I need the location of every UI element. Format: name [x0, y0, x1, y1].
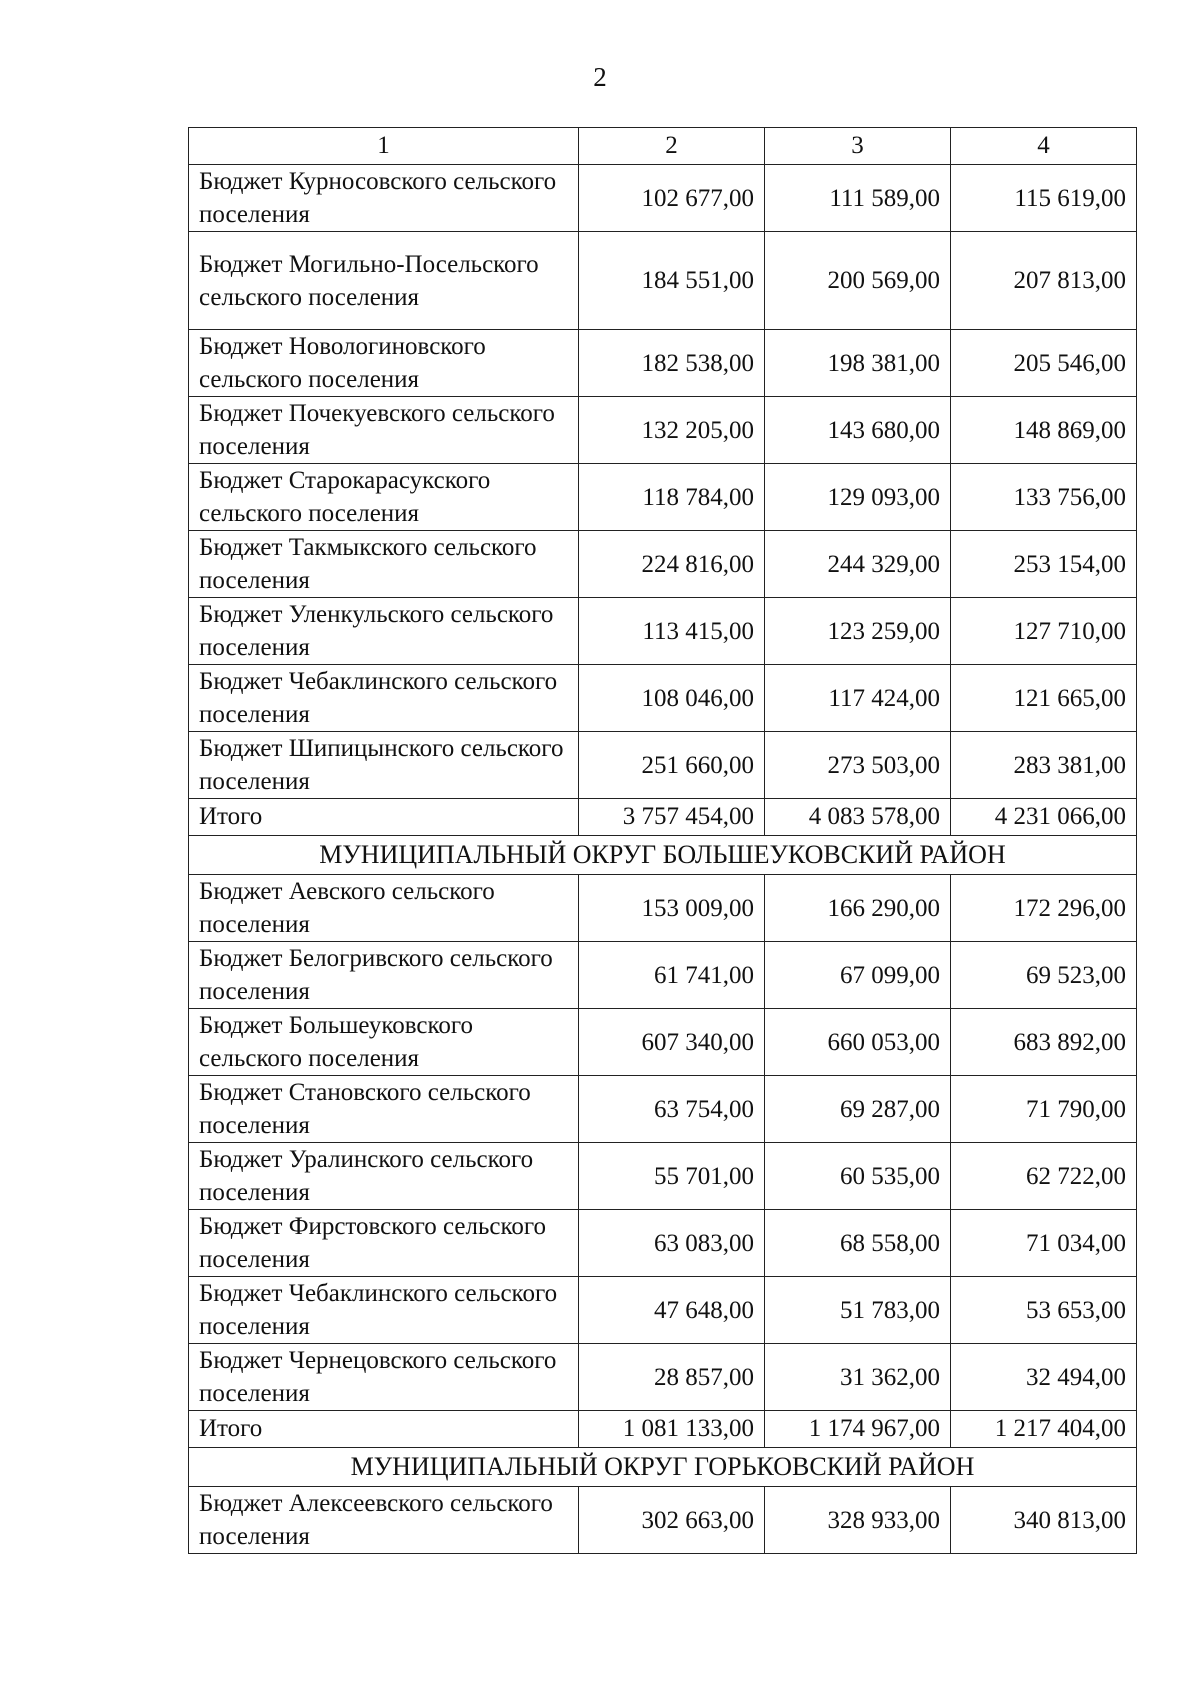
amount-cell-col4: 32 494,00 — [951, 1344, 1137, 1411]
table-row — [189, 464, 1137, 531]
total-amount-col2: 3 757 454,00 — [579, 799, 765, 836]
budget-table-body — [189, 128, 1137, 1554]
table-row — [189, 531, 1137, 598]
table-row — [189, 1210, 1137, 1277]
column-number-3: 3 — [765, 128, 951, 165]
budget-name-cell: Бюджет Новологиновского сельского поселения — [189, 330, 579, 397]
amount-cell-col4: 121 665,00 — [951, 665, 1137, 732]
budget-name-cell: Бюджет Такмыкского сельского поселения — [189, 531, 579, 598]
section-header-row — [189, 1448, 1137, 1487]
total-amount-col4: 1 217 404,00 — [951, 1411, 1137, 1448]
page-number: 2 — [593, 62, 607, 92]
amount-cell-col3: 273 503,00 — [765, 732, 951, 799]
table-row — [189, 1143, 1137, 1210]
amount-cell-col3: 123 259,00 — [765, 598, 951, 665]
amount-cell-col4: 69 523,00 — [951, 942, 1137, 1009]
amount-cell-col3: 60 535,00 — [765, 1143, 951, 1210]
amount-cell-col4: 62 722,00 — [951, 1143, 1137, 1210]
table-row — [189, 598, 1137, 665]
table-row — [189, 942, 1137, 1009]
amount-cell-col2: 251 660,00 — [579, 732, 765, 799]
amount-cell-col3: 111 589,00 — [765, 165, 951, 232]
total-amount-col2: 1 081 133,00 — [579, 1411, 765, 1448]
amount-cell-col4: 172 296,00 — [951, 875, 1137, 942]
table-row — [189, 1076, 1137, 1143]
budget-name-cell: Бюджет Старокарасукского сельского поселения — [189, 464, 579, 531]
column-number-1: 1 — [189, 128, 579, 165]
amount-cell-col2: 63 754,00 — [579, 1076, 765, 1143]
table-row — [189, 1009, 1137, 1076]
budget-name-cell: Бюджет Алексеевского сельского поселения — [189, 1487, 579, 1554]
amount-cell-col4: 127 710,00 — [951, 598, 1137, 665]
budget-name-cell: Бюджет Чебаклинского сельского поселения — [189, 1277, 579, 1344]
amount-cell-col3: 328 933,00 — [765, 1487, 951, 1554]
budget-name-cell: Бюджет Белогривского сельского поселения — [189, 942, 579, 1009]
amount-cell-col3: 200 569,00 — [765, 232, 951, 330]
section-header-row — [189, 836, 1137, 875]
column-number-2: 2 — [579, 128, 765, 165]
amount-cell-col3: 68 558,00 — [765, 1210, 951, 1277]
table-row — [189, 165, 1137, 232]
amount-cell-col2: 63 083,00 — [579, 1210, 765, 1277]
amount-cell-col4: 148 869,00 — [951, 397, 1137, 464]
budget-name-cell: Бюджет Чернецовского сельского поселения — [189, 1344, 579, 1411]
total-row — [189, 799, 1137, 836]
amount-cell-col2: 47 648,00 — [579, 1277, 765, 1344]
amount-cell-col4: 283 381,00 — [951, 732, 1137, 799]
amount-cell-col4: 253 154,00 — [951, 531, 1137, 598]
amount-cell-col4: 133 756,00 — [951, 464, 1137, 531]
amount-cell-col4: 340 813,00 — [951, 1487, 1137, 1554]
column-number-4: 4 — [951, 128, 1137, 165]
table-row — [189, 875, 1137, 942]
total-amount-col4: 4 231 066,00 — [951, 799, 1137, 836]
amount-cell-col2: 182 538,00 — [579, 330, 765, 397]
amount-cell-col2: 132 205,00 — [579, 397, 765, 464]
budget-name-cell: Бюджет Фирстовского сельского поселения — [189, 1210, 579, 1277]
amount-cell-col3: 129 093,00 — [765, 464, 951, 531]
total-label: Итого — [189, 1411, 579, 1448]
budget-name-cell: Бюджет Уралинского сельского поселения — [189, 1143, 579, 1210]
budget-name-cell: Бюджет Аевского сельского поселения — [189, 875, 579, 942]
amount-cell-col3: 69 287,00 — [765, 1076, 951, 1143]
amount-cell-col3: 51 783,00 — [765, 1277, 951, 1344]
amount-cell-col2: 113 415,00 — [579, 598, 765, 665]
table-row — [189, 232, 1137, 330]
budget-name-cell: Бюджет Почекуевского сельского поселения — [189, 397, 579, 464]
amount-cell-col2: 302 663,00 — [579, 1487, 765, 1554]
amount-cell-col2: 184 551,00 — [579, 232, 765, 330]
amount-cell-col3: 31 362,00 — [765, 1344, 951, 1411]
total-label: Итого — [189, 799, 579, 836]
amount-cell-col3: 198 381,00 — [765, 330, 951, 397]
amount-cell-col3: 143 680,00 — [765, 397, 951, 464]
column-number-row — [189, 128, 1137, 165]
budget-name-cell: Бюджет Становского сельского поселения — [189, 1076, 579, 1143]
amount-cell-col4: 205 546,00 — [951, 330, 1137, 397]
budget-name-cell: Бюджет Шипицынского сельского поселения — [189, 732, 579, 799]
amount-cell-col2: 224 816,00 — [579, 531, 765, 598]
amount-cell-col2: 108 046,00 — [579, 665, 765, 732]
table-row — [189, 397, 1137, 464]
amount-cell-col2: 55 701,00 — [579, 1143, 765, 1210]
table-row — [189, 732, 1137, 799]
amount-cell-col3: 166 290,00 — [765, 875, 951, 942]
amount-cell-col2: 153 009,00 — [579, 875, 765, 942]
amount-cell-col3: 117 424,00 — [765, 665, 951, 732]
amount-cell-col2: 102 677,00 — [579, 165, 765, 232]
amount-cell-col4: 71 034,00 — [951, 1210, 1137, 1277]
table-row — [189, 1277, 1137, 1344]
budget-name-cell: Бюджет Курносовского сельского поселения — [189, 165, 579, 232]
section-title: МУНИЦИПАЛЬНЫЙ ОКРУГ ГОРЬКОВСКИЙ РАЙОН — [189, 1448, 1137, 1487]
total-row — [189, 1411, 1137, 1448]
budget-name-cell: Бюджет Чебаклинского сельского поселения — [189, 665, 579, 732]
amount-cell-col4: 207 813,00 — [951, 232, 1137, 330]
amount-cell-col3: 244 329,00 — [765, 531, 951, 598]
amount-cell-col3: 67 099,00 — [765, 942, 951, 1009]
total-amount-col3: 4 083 578,00 — [765, 799, 951, 836]
amount-cell-col2: 118 784,00 — [579, 464, 765, 531]
amount-cell-col4: 115 619,00 — [951, 165, 1137, 232]
amount-cell-col2: 61 741,00 — [579, 942, 765, 1009]
amount-cell-col2: 607 340,00 — [579, 1009, 765, 1076]
amount-cell-col2: 28 857,00 — [579, 1344, 765, 1411]
section-title: МУНИЦИПАЛЬНЫЙ ОКРУГ БОЛЬШЕУКОВСКИЙ РАЙОН — [189, 836, 1137, 875]
amount-cell-col3: 660 053,00 — [765, 1009, 951, 1076]
budget-name-cell: Бюджет Уленкульского сельского поселения — [189, 598, 579, 665]
budget-table — [188, 127, 1137, 1554]
table-row — [189, 1487, 1137, 1554]
budget-name-cell: Бюджет Большеуковского сельского поселения — [189, 1009, 579, 1076]
amount-cell-col4: 53 653,00 — [951, 1277, 1137, 1344]
amount-cell-col4: 71 790,00 — [951, 1076, 1137, 1143]
table-row — [189, 665, 1137, 732]
total-amount-col3: 1 174 967,00 — [765, 1411, 951, 1448]
budget-name-cell: Бюджет Могильно-Посельского сельского поселения — [189, 232, 579, 330]
table-row — [189, 1344, 1137, 1411]
amount-cell-col4: 683 892,00 — [951, 1009, 1137, 1076]
table-row — [189, 330, 1137, 397]
